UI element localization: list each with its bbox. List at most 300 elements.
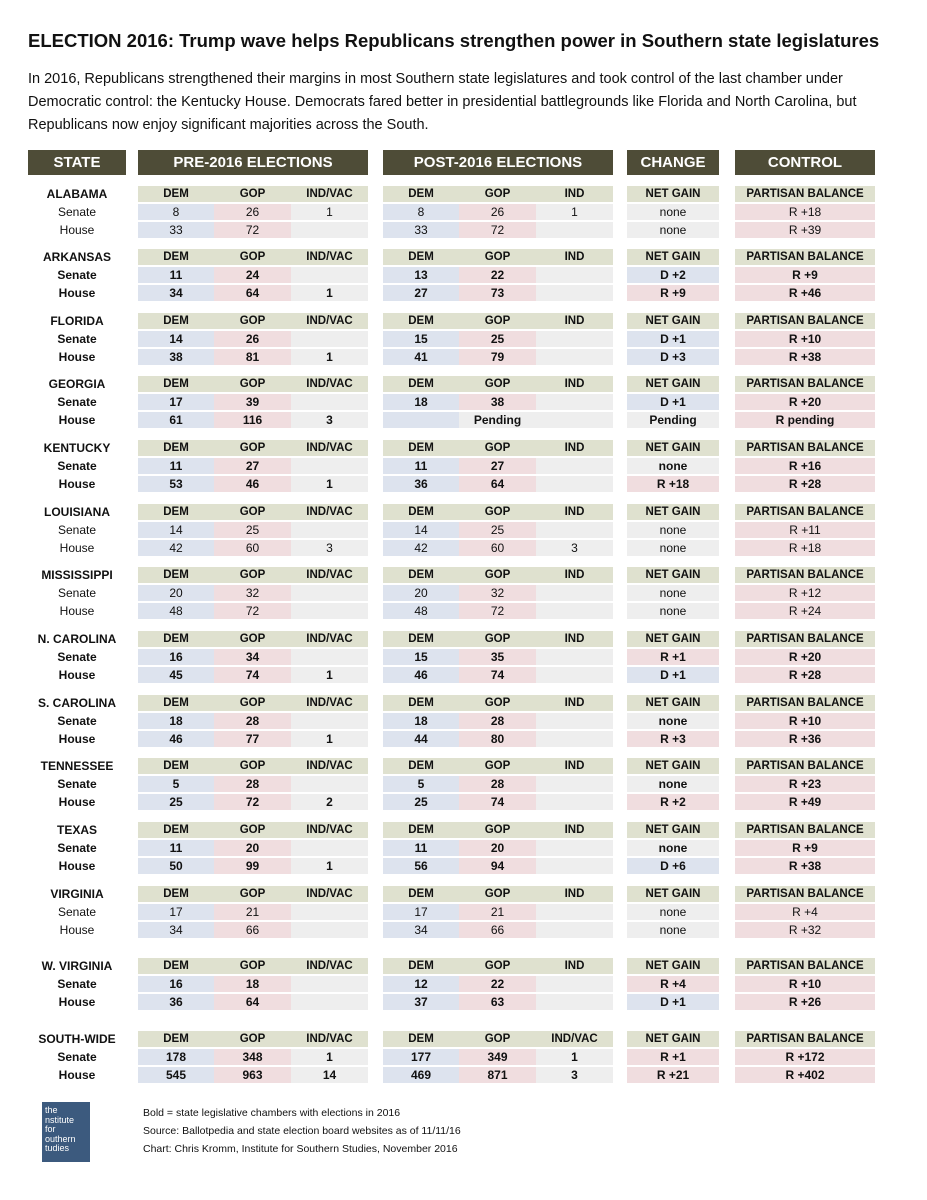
net-gain-label: NET GAIN [627, 504, 719, 520]
chamber-name: Senate [57, 905, 97, 919]
pre-dem-label: DEM [138, 695, 214, 711]
partisan-balance-value: R +4 [735, 904, 875, 920]
state-name: GEORGIA [48, 377, 106, 391]
post-gop-value: 27 [459, 458, 536, 474]
pre-gop-value: 60 [214, 540, 291, 556]
chamber-name: Senate [57, 332, 97, 346]
chamber-name: House [58, 413, 96, 427]
net-gain-value: D +1 [627, 994, 719, 1010]
logo-line: nstitute [45, 1114, 75, 1125]
state-name: MISSISSIPPI [41, 568, 113, 582]
post-dem-label: DEM [383, 886, 459, 902]
post-dem-value: 56 [383, 858, 459, 874]
post-ind-label: IND [536, 958, 613, 974]
partisan-balance-value: R +20 [735, 394, 875, 410]
post-ind-value: 3 [536, 1067, 613, 1083]
post-ind-value [536, 412, 613, 428]
pre-ind-value: 1 [291, 731, 368, 747]
post-ind-label: IND [536, 567, 613, 583]
pre-dem-value: 11 [138, 840, 214, 856]
pre-gop-value: 20 [214, 840, 291, 856]
post-gop-value: 38 [459, 394, 536, 410]
pre-dem-value: 46 [138, 731, 214, 747]
net-gain-value: D +6 [627, 858, 719, 874]
pre-dem-value: 36 [138, 994, 214, 1010]
pre-gop-label: GOP [214, 822, 291, 838]
net-gain-value: none [627, 603, 719, 619]
post-ind-value [536, 603, 613, 619]
pre-indvac-label: IND/VAC [291, 695, 368, 711]
logo-line: for [45, 1124, 56, 1134]
header-control: CONTROL [735, 150, 875, 175]
pre-dem-value: 11 [138, 458, 214, 474]
partisan-balance-value: R +10 [735, 713, 875, 729]
post-dem-label: DEM [383, 822, 459, 838]
chamber-name: House [58, 859, 96, 873]
post-gop-value: 26 [459, 204, 536, 220]
post-dem-value: 41 [383, 349, 459, 365]
net-gain-value: none [627, 540, 719, 556]
pre-dem-label: DEM [138, 504, 214, 520]
chamber-name: Senate [57, 459, 97, 473]
partisan-balance-value: R +24 [735, 603, 875, 619]
net-gain-value: R +1 [627, 649, 719, 665]
pre-gop-value: 34 [214, 649, 291, 665]
pre-gop-value: 72 [214, 603, 291, 619]
pre-gop-value: 26 [214, 204, 291, 220]
net-gain-value: R +3 [627, 731, 719, 747]
post-dem-value: 14 [383, 522, 459, 538]
post-dem-value: 34 [383, 922, 459, 938]
footer-notes [143, 1104, 461, 1158]
pre-dem-value: 61 [138, 412, 214, 428]
post-gop-label: GOP [459, 313, 536, 329]
pre-ind-value [291, 904, 368, 920]
post-ind-label: IND/VAC [536, 1031, 613, 1047]
post-gop-value: 25 [459, 522, 536, 538]
post-dem-label: DEM [383, 504, 459, 520]
pre-indvac-label: IND/VAC [291, 186, 368, 202]
partisan-balance-value: R +46 [735, 285, 875, 301]
post-dem-label: DEM [383, 567, 459, 583]
pre-gop-label: GOP [214, 249, 291, 265]
header-change: CHANGE [627, 150, 719, 175]
post-ind-value: 1 [536, 204, 613, 220]
chamber-name: Senate [57, 650, 97, 664]
net-gain-label: NET GAIN [627, 440, 719, 456]
post-ind-label: IND [536, 822, 613, 838]
net-gain-label: NET GAIN [627, 186, 719, 202]
net-gain-value: R +18 [627, 476, 719, 492]
post-ind-value [536, 667, 613, 683]
partisan-balance-value: R +402 [735, 1067, 875, 1083]
net-gain-label: NET GAIN [627, 631, 719, 647]
chamber-name: Senate [57, 841, 97, 855]
pre-gop-label: GOP [214, 958, 291, 974]
post-gop-value: 22 [459, 976, 536, 992]
state-name: ALABAMA [46, 187, 108, 201]
net-gain-label: NET GAIN [627, 249, 719, 265]
post-gop-label: GOP [459, 376, 536, 392]
header-pre-2016: PRE-2016 ELECTIONS [138, 150, 368, 175]
post-gop-label: GOP [459, 186, 536, 202]
pre-dem-value: 34 [138, 922, 214, 938]
pre-dem-label: DEM [138, 186, 214, 202]
pre-indvac-label: IND/VAC [291, 886, 368, 902]
state-name: N. CAROLINA [37, 632, 117, 646]
pre-gop-value: 46 [214, 476, 291, 492]
pre-ind-value: 1 [291, 204, 368, 220]
chamber-name: House [58, 350, 96, 364]
net-gain-value: none [627, 776, 719, 792]
pre-ind-value [291, 713, 368, 729]
pre-indvac-label: IND/VAC [291, 313, 368, 329]
pre-dem-value: 42 [138, 540, 214, 556]
post-gop-label: GOP [459, 695, 536, 711]
state-name: TEXAS [56, 823, 97, 837]
pre-ind-value [291, 331, 368, 347]
pre-gop-value: 28 [214, 776, 291, 792]
net-gain-value: R +9 [627, 285, 719, 301]
pre-dem-value: 178 [138, 1049, 214, 1065]
post-dem-value: 15 [383, 331, 459, 347]
post-dem-value: 12 [383, 976, 459, 992]
post-ind-value [536, 458, 613, 474]
partisan-balance-value: R +10 [735, 976, 875, 992]
pre-ind-value [291, 458, 368, 474]
chamber-name: House [58, 477, 96, 491]
pre-ind-value: 3 [291, 540, 368, 556]
chamber-name: Senate [57, 714, 97, 728]
partisan-balance-value: R +9 [735, 840, 875, 856]
pre-ind-value [291, 394, 368, 410]
pre-dem-value: 45 [138, 667, 214, 683]
post-dem-value: 8 [383, 204, 459, 220]
post-ind-value [536, 904, 613, 920]
post-dem-value: 13 [383, 267, 459, 283]
post-gop-value: 79 [459, 349, 536, 365]
partisan-balance-value: R pending [735, 412, 875, 428]
partisan-balance-value: R +36 [735, 731, 875, 747]
post-gop-value: 60 [459, 540, 536, 556]
post-gop-value: 64 [459, 476, 536, 492]
post-ind-value [536, 267, 613, 283]
post-ind-value [536, 476, 613, 492]
pre-ind-value [291, 522, 368, 538]
post-gop-label: GOP [459, 1031, 536, 1047]
post-ind-label: IND [536, 376, 613, 392]
net-gain-value: none [627, 713, 719, 729]
post-gop-value: 72 [459, 603, 536, 619]
post-dem-value: 42 [383, 540, 459, 556]
net-gain-value: D +1 [627, 394, 719, 410]
net-gain-value: none [627, 585, 719, 601]
post-pending-value: Pending [459, 412, 536, 428]
net-gain-value: none [627, 840, 719, 856]
pre-ind-value: 14 [291, 1067, 368, 1083]
post-ind-value [536, 713, 613, 729]
post-ind-value [536, 994, 613, 1010]
net-gain-value: none [627, 922, 719, 938]
chamber-name: House [58, 668, 96, 682]
post-ind-value [536, 222, 613, 238]
pre-dem-value: 38 [138, 349, 214, 365]
state-name: TENNESSEE [40, 759, 114, 773]
chamber-name: House [58, 1068, 96, 1082]
post-ind-value [536, 522, 613, 538]
pre-gop-value: 39 [214, 394, 291, 410]
partisan-balance-value: R +9 [735, 267, 875, 283]
net-gain-label: NET GAIN [627, 822, 719, 838]
net-gain-value: R +2 [627, 794, 719, 810]
post-dem-value: 5 [383, 776, 459, 792]
net-gain-value: D +2 [627, 267, 719, 283]
chamber-name: Senate [57, 977, 97, 991]
pre-dem-value: 20 [138, 585, 214, 601]
institute-logo [42, 1102, 90, 1162]
partisan-balance-value: R +38 [735, 349, 875, 365]
pre-dem-label: DEM [138, 440, 214, 456]
partisan-balance-value: R +10 [735, 331, 875, 347]
post-gop-value: 63 [459, 994, 536, 1010]
post-ind-label: IND [536, 886, 613, 902]
net-gain-value: none [627, 222, 719, 238]
partisan-balance-value: R +172 [735, 1049, 875, 1065]
pre-gop-value: 77 [214, 731, 291, 747]
post-ind-value [536, 794, 613, 810]
pre-ind-value [291, 585, 368, 601]
pre-dem-value: 50 [138, 858, 214, 874]
post-gop-value: 22 [459, 267, 536, 283]
post-dem-label: DEM [383, 313, 459, 329]
pre-dem-label: DEM [138, 958, 214, 974]
post-dem-label: DEM [383, 186, 459, 202]
partisan-balance-label: PARTISAN BALANCE [735, 695, 875, 711]
state-name: KENTUCKY [43, 441, 111, 455]
net-gain-label: NET GAIN [627, 567, 719, 583]
footer-source: Source: Ballotpedia and state election board websites as of 11/11/16 [143, 1125, 461, 1137]
partisan-balance-value: R +38 [735, 858, 875, 874]
pre-dem-value: 5 [138, 776, 214, 792]
pre-gop-value: 28 [214, 713, 291, 729]
post-dem-label: DEM [383, 631, 459, 647]
pre-dem-value: 17 [138, 394, 214, 410]
post-ind-label: IND [536, 313, 613, 329]
partisan-balance-value: R +28 [735, 476, 875, 492]
page-title: ELECTION 2016: Trump wave helps Republicans strengthen power in Southern state legislatures [28, 30, 880, 51]
post-gop-label: GOP [459, 631, 536, 647]
pre-dem-label: DEM [138, 631, 214, 647]
post-gop-label: GOP [459, 758, 536, 774]
pre-gop-label: GOP [214, 567, 291, 583]
net-gain-value: none [627, 522, 719, 538]
post-ind-label: IND [536, 695, 613, 711]
pre-gop-value: 81 [214, 349, 291, 365]
post-gop-value: 28 [459, 713, 536, 729]
pre-indvac-label: IND/VAC [291, 567, 368, 583]
post-dem-value: 20 [383, 585, 459, 601]
pre-dem-label: DEM [138, 822, 214, 838]
pre-gop-value: 24 [214, 267, 291, 283]
post-dem-value: 36 [383, 476, 459, 492]
partisan-balance-value: R +39 [735, 222, 875, 238]
pre-dem-value: 16 [138, 976, 214, 992]
pre-dem-value: 545 [138, 1067, 214, 1083]
partisan-balance-label: PARTISAN BALANCE [735, 504, 875, 520]
pre-dem-value: 8 [138, 204, 214, 220]
logo-line: tudies [45, 1143, 70, 1153]
post-gop-value: 20 [459, 840, 536, 856]
net-gain-label: NET GAIN [627, 376, 719, 392]
post-ind-value [536, 731, 613, 747]
post-gop-value: 871 [459, 1067, 536, 1083]
state-name: FLORIDA [50, 314, 104, 328]
pre-gop-value: 74 [214, 667, 291, 683]
pre-gop-label: GOP [214, 886, 291, 902]
pre-gop-value: 348 [214, 1049, 291, 1065]
net-gain-value: none [627, 458, 719, 474]
chamber-name: Senate [57, 523, 97, 537]
net-gain-value: D +1 [627, 667, 719, 683]
post-gop-value: 25 [459, 331, 536, 347]
logo-line: outhern [45, 1133, 76, 1144]
post-dem-value: 46 [383, 667, 459, 683]
pre-gop-value: 64 [214, 994, 291, 1010]
partisan-balance-label: PARTISAN BALANCE [735, 631, 875, 647]
post-dem-label: DEM [383, 758, 459, 774]
post-gop-value: 73 [459, 285, 536, 301]
post-dem-value: 11 [383, 458, 459, 474]
net-gain-value: D +3 [627, 349, 719, 365]
net-gain-label: NET GAIN [627, 958, 719, 974]
chamber-name: Senate [57, 395, 97, 409]
pre-ind-value: 1 [291, 1049, 368, 1065]
post-gop-value: 94 [459, 858, 536, 874]
post-dem-label: DEM [383, 249, 459, 265]
chamber-name: Senate [57, 205, 97, 219]
net-gain-label: NET GAIN [627, 313, 719, 329]
pre-indvac-label: IND/VAC [291, 758, 368, 774]
post-gop-value: 32 [459, 585, 536, 601]
pre-dem-value: 18 [138, 713, 214, 729]
partisan-balance-value: R +26 [735, 994, 875, 1010]
chamber-name: House [58, 286, 96, 300]
post-ind-value [536, 840, 613, 856]
partisan-balance-label: PARTISAN BALANCE [735, 886, 875, 902]
state-name: VIRGINIA [50, 887, 104, 901]
partisan-balance-label: PARTISAN BALANCE [735, 376, 875, 392]
chamber-name: Senate [57, 777, 97, 791]
pre-dem-label: DEM [138, 249, 214, 265]
post-gop-value: 80 [459, 731, 536, 747]
partisan-balance-label: PARTISAN BALANCE [735, 958, 875, 974]
post-ind-value [536, 331, 613, 347]
pre-gop-label: GOP [214, 758, 291, 774]
footer-bold-note: Bold = state legislative chambers with elections in 2016 [143, 1107, 401, 1119]
pre-gop-label: GOP [214, 376, 291, 392]
post-dem-value: 37 [383, 994, 459, 1010]
partisan-balance-label: PARTISAN BALANCE [735, 758, 875, 774]
header-state: STATE [28, 150, 126, 175]
pre-gop-value: 18 [214, 976, 291, 992]
post-gop-value: 74 [459, 794, 536, 810]
net-gain-value: R +1 [627, 1049, 719, 1065]
net-gain-value: R +4 [627, 976, 719, 992]
chamber-name: House [59, 223, 95, 237]
pre-gop-value: 25 [214, 522, 291, 538]
partisan-balance-label: PARTISAN BALANCE [735, 313, 875, 329]
pre-dem-value: 17 [138, 904, 214, 920]
pre-gop-label: GOP [214, 440, 291, 456]
pre-dem-label: DEM [138, 376, 214, 392]
post-ind-value [536, 922, 613, 938]
partisan-balance-label: PARTISAN BALANCE [735, 249, 875, 265]
pre-gop-value: 32 [214, 585, 291, 601]
post-dem-value: 33 [383, 222, 459, 238]
post-dem-value: 18 [383, 394, 459, 410]
chamber-name: House [58, 732, 96, 746]
post-ind-value [536, 394, 613, 410]
pre-ind-value [291, 840, 368, 856]
pre-dem-value: 34 [138, 285, 214, 301]
post-dem-label: DEM [383, 440, 459, 456]
pre-ind-value: 1 [291, 667, 368, 683]
pre-indvac-label: IND/VAC [291, 958, 368, 974]
pre-gop-value: 27 [214, 458, 291, 474]
pre-indvac-label: IND/VAC [291, 504, 368, 520]
post-dem-value [383, 412, 459, 428]
pre-ind-value: 2 [291, 794, 368, 810]
partisan-balance-label: PARTISAN BALANCE [735, 567, 875, 583]
pre-ind-value: 1 [291, 476, 368, 492]
net-gain-value: Pending [627, 412, 719, 428]
partisan-balance-value: R +12 [735, 585, 875, 601]
post-dem-value: 11 [383, 840, 459, 856]
net-gain-label: NET GAIN [627, 1031, 719, 1047]
pre-gop-value: 64 [214, 285, 291, 301]
pre-dem-value: 25 [138, 794, 214, 810]
post-ind-value [536, 858, 613, 874]
pre-indvac-label: IND/VAC [291, 822, 368, 838]
state-name: SOUTH-WIDE [38, 1032, 116, 1046]
pre-dem-value: 53 [138, 476, 214, 492]
pre-gop-value: 21 [214, 904, 291, 920]
pre-indvac-label: IND/VAC [291, 249, 368, 265]
net-gain-value: D +1 [627, 331, 719, 347]
pre-gop-label: GOP [214, 1031, 291, 1047]
chamber-name: House [58, 795, 96, 809]
pre-ind-value [291, 776, 368, 792]
post-ind-value [536, 285, 613, 301]
pre-gop-label: GOP [214, 695, 291, 711]
pre-dem-label: DEM [138, 567, 214, 583]
state-name: LOUISIANA [44, 505, 110, 519]
pre-ind-value: 1 [291, 858, 368, 874]
pre-ind-value: 1 [291, 349, 368, 365]
pre-indvac-label: IND/VAC [291, 631, 368, 647]
post-ind-value: 3 [536, 540, 613, 556]
post-ind-value [536, 776, 613, 792]
post-ind-label: IND [536, 440, 613, 456]
pre-dem-label: DEM [138, 758, 214, 774]
pre-gop-label: GOP [214, 186, 291, 202]
pre-gop-value: 99 [214, 858, 291, 874]
post-dem-value: 18 [383, 713, 459, 729]
partisan-balance-value: R +28 [735, 667, 875, 683]
partisan-balance-value: R +11 [735, 522, 875, 538]
chamber-name: Senate [57, 586, 97, 600]
post-gop-value: 28 [459, 776, 536, 792]
